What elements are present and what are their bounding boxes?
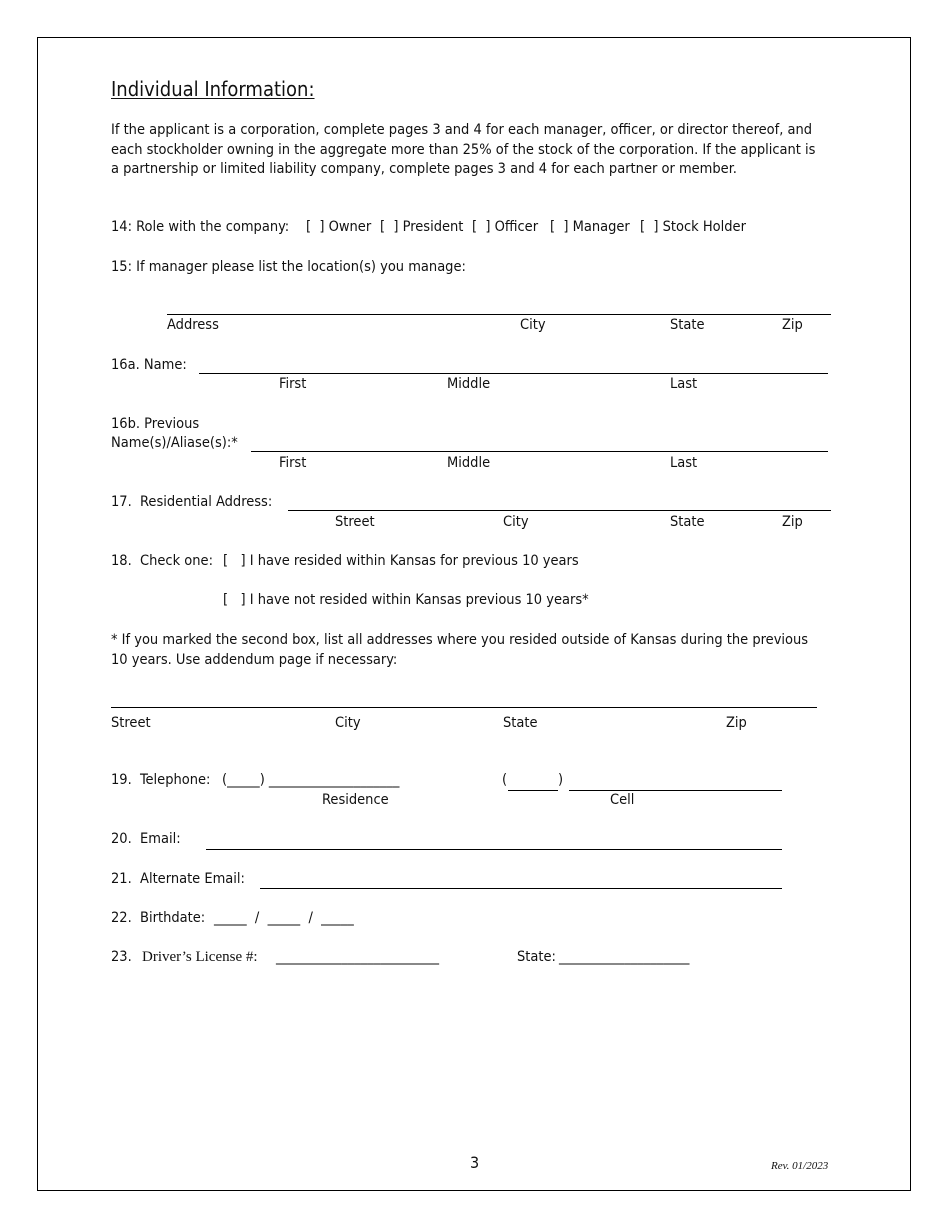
cell-area-code-field[interactable] — [508, 790, 558, 791]
caption-city: City — [335, 715, 361, 731]
residence-phone-field[interactable]: (_____) ____________________ — [222, 772, 400, 788]
q16a-label: 16a. Name: — [111, 357, 187, 373]
q23-label: Driver’s License #: — [142, 949, 258, 965]
caption-state: State — [670, 514, 705, 530]
resided-in-kansas-checkbox[interactable]: [ ] I have resided within Kansas for previous 10 years — [223, 553, 579, 569]
caption-city: City — [520, 317, 546, 333]
role-officer-checkbox[interactable]: [ ] Officer — [472, 219, 539, 235]
q18-label: 18. Check one: — [111, 553, 213, 569]
cell-area-open: ( — [502, 772, 508, 788]
previous-names-field[interactable] — [251, 451, 828, 452]
outside-addresses-field[interactable] — [111, 707, 817, 708]
role-stockholder-checkbox[interactable]: [ ] Stock Holder — [640, 219, 746, 235]
residential-address-field[interactable] — [288, 510, 831, 511]
q23-number: 23. — [111, 949, 132, 965]
page-number: 3 — [470, 1153, 480, 1172]
intro-paragraph: If the applicant is a corporation, complete pages 3 and 4 for each manager, officer, or director thereof, and each stockholder owning in the aggregate more than 25% of the stock of the corporation. If the applicant is a partnership or limited liability company, complete pages 3 and 4 for each partner or member. — [111, 122, 816, 177]
caption-street: Street — [335, 514, 375, 530]
name-field[interactable] — [199, 373, 828, 374]
drivers-license-field[interactable]: _________________________ — [276, 949, 440, 965]
caption-zip: Zip — [726, 715, 747, 731]
q22-label: 22. Birthdate: — [111, 910, 206, 926]
cell-phone-field[interactable] — [569, 790, 782, 791]
email-field[interactable] — [206, 849, 782, 850]
not-resided-in-kansas-checkbox[interactable]: [ ] I have not resided within Kansas previous 10 years* — [223, 592, 589, 608]
caption-state: State — [503, 715, 538, 731]
caption-street: Street — [111, 715, 151, 731]
role-owner-checkbox[interactable]: [ ] Owner — [306, 219, 372, 235]
caption-state: State — [670, 317, 705, 333]
q20-label: 20. Email: — [111, 831, 181, 847]
dl-state-label: State: — [517, 949, 556, 965]
q19-label: 19. Telephone: — [111, 772, 211, 788]
caption-city: City — [503, 514, 529, 530]
page-border — [37, 37, 911, 1191]
q21-label: 21. Alternate Email: — [111, 871, 245, 887]
caption-last: Last — [670, 455, 698, 471]
caption-first: First — [279, 376, 307, 392]
caption-zip: Zip — [782, 317, 803, 333]
caption-cell: Cell — [610, 792, 635, 808]
role-manager-checkbox[interactable]: [ ] Manager — [550, 219, 630, 235]
dl-state-field[interactable]: ____________________ — [559, 949, 690, 965]
caption-middle: Middle — [447, 376, 491, 392]
caption-last: Last — [670, 376, 698, 392]
q14-label: 14: Role with the company: — [111, 219, 290, 235]
caption-first: First — [279, 455, 307, 471]
caption-address: Address — [167, 317, 219, 333]
q16b-label-line1: 16b. Previous — [111, 416, 200, 432]
section-heading: Individual Information: — [111, 77, 315, 101]
revision-date: Rev. 01/2023 — [771, 1160, 829, 1172]
q15-location-field[interactable] — [167, 314, 831, 315]
caption-middle: Middle — [447, 455, 491, 471]
q16b-label-line2: Name(s)/Aliase(s):* — [111, 435, 238, 451]
role-president-checkbox[interactable]: [ ] President — [380, 219, 464, 235]
cell-area-close: ) — [558, 772, 564, 788]
caption-residence: Residence — [322, 792, 389, 808]
q17-label: 17. Residential Address: — [111, 494, 273, 510]
footnote-paragraph: * If you marked the second box, list all addresses where you resided outside of Kansas during the previous 10 years. Use addendum page if necessary: — [111, 632, 809, 668]
q15-label: 15: If manager please list the location(s) you manage: — [111, 259, 466, 275]
caption-zip: Zip — [782, 514, 803, 530]
alternate-email-field[interactable] — [260, 888, 782, 889]
birthdate-field[interactable]: _____ / _____ / _____ — [214, 910, 354, 926]
